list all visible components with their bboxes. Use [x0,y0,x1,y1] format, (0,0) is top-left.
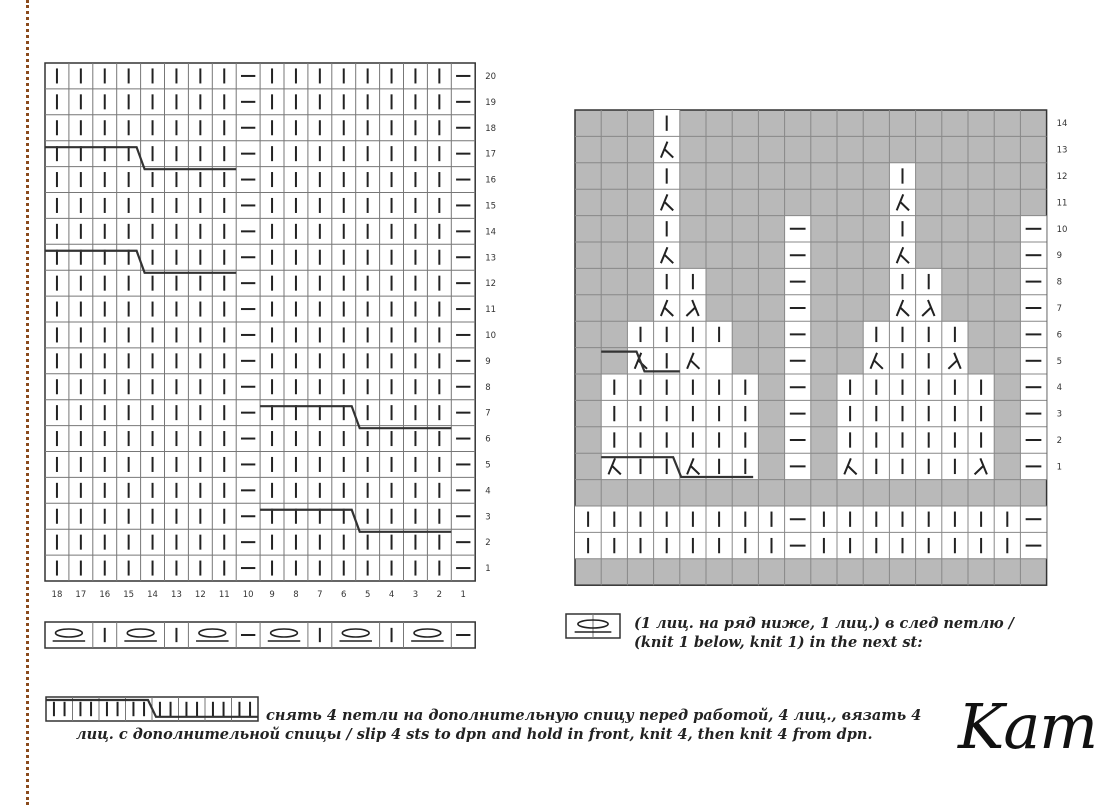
col-number: 11 [218,590,230,600]
row-number: 16 [485,175,497,186]
col-number: 16 [99,590,111,600]
row-number: 20 [485,71,497,82]
right-chart [575,110,1047,585]
row-number: 7 [485,408,491,419]
col-number: 18 [51,590,63,600]
row-number: 9 [1056,251,1063,262]
row-number: 6 [485,434,491,445]
col-number: 6 [341,590,347,600]
row-number: 10 [485,330,497,341]
row-number: 1 [1056,462,1063,473]
col-number: 15 [123,590,135,600]
white-cell [889,189,915,215]
row-number: 8 [1056,277,1063,288]
row-number: 4 [485,486,491,497]
row-number: 9 [485,356,491,367]
row-number: 13 [485,253,497,264]
white-cell [654,189,680,215]
row-number: 5 [485,460,491,471]
row-number: 14 [485,227,497,238]
white-cell [654,295,680,321]
brand-logo: Kam [958,690,1097,763]
white-cell [837,453,863,479]
white-cell [654,242,680,268]
row-number: 1 [485,564,491,575]
row-number: 2 [1056,436,1063,446]
white-cell [942,348,968,374]
white-cell [654,136,680,162]
right-row-numbers [1057,119,1068,472]
row-number: 11 [485,305,497,316]
col-number: 14 [147,590,158,600]
legend-knit-below-text: (1 лиц. на ряд ниже, 1 лиц.) в след петлю / (knit 1 below, knit 1) in the next st: [634,615,1014,651]
white-cell [889,295,915,321]
row-number: 3 [485,512,491,523]
row-number: 11 [1056,198,1068,209]
white-cell [916,295,942,321]
white-cell [863,348,889,374]
row-number: 5 [1056,356,1063,367]
row-number: 14 [1056,119,1068,130]
col-number: 13 [171,590,182,600]
left-col-numbers [52,590,466,600]
row-number: 2 [485,538,491,549]
col-number: 12 [194,590,206,600]
row-number: 13 [1056,145,1068,156]
col-number: 5 [364,590,371,600]
row-number: 17 [485,149,497,160]
col-number: 7 [317,590,323,600]
col-number: 9 [269,590,275,600]
col-number: 10 [242,590,254,600]
row-number: 7 [1056,304,1063,314]
col-number: 8 [293,590,299,600]
col-number: 4 [388,590,395,600]
col-number: 1 [460,590,466,600]
white-cell [680,348,706,374]
white-cell [706,348,732,374]
left-row-numbers [485,72,496,574]
row-number: 12 [485,279,497,290]
row-number: 10 [1056,224,1068,235]
row-number: 6 [1056,330,1063,341]
left-chart [45,63,475,581]
white-cell [680,295,706,321]
row-number: 18 [485,123,497,134]
col-number: 3 [412,590,419,600]
row-number: 19 [485,97,497,108]
row-number: 4 [1056,383,1063,394]
row-number: 8 [485,382,491,393]
left-footer-row [45,622,475,648]
row-number: 12 [1056,172,1068,182]
row-number: 3 [1056,409,1063,420]
col-number: 17 [75,590,87,600]
legend-cable-text: снять 4 петли на дополнительную спицу перед работой, 4 лиц., вязать 4 лиц. с дополнительной спицы / slip 4 sts to dpn and hold in front, knit 4, then knit 4 from dpn. [76,707,922,743]
col-number: 2 [436,590,443,600]
row-number: 15 [485,201,497,212]
white-cell [680,453,706,479]
white-cell [889,242,915,268]
white-cell [968,453,994,479]
